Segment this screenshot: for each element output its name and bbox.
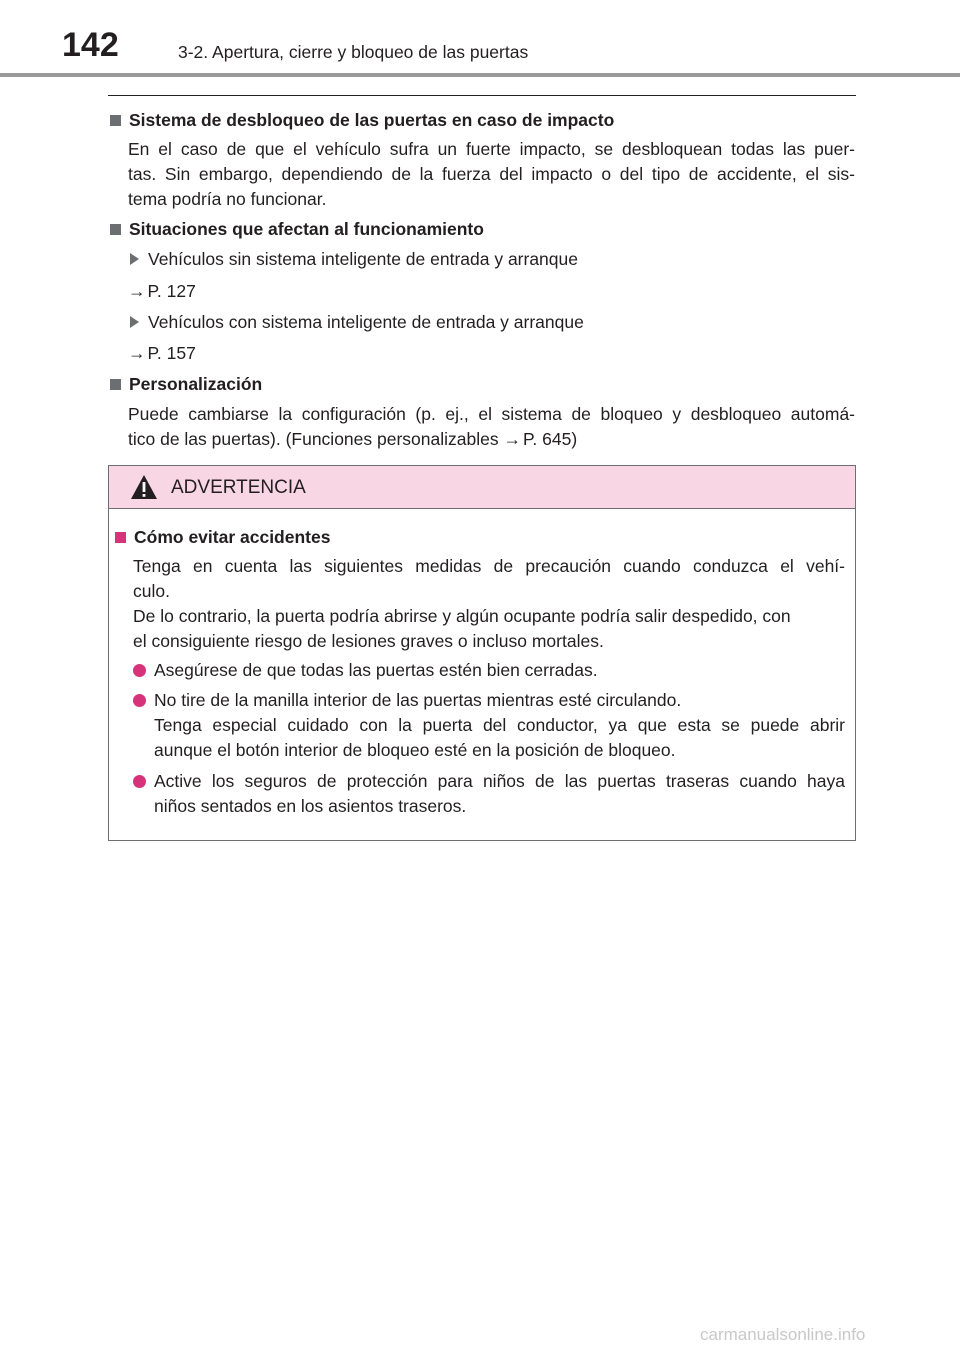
- arrow-icon: →: [128, 281, 146, 301]
- paragraph-line: En el caso de que el vehículo sufra un fuerte impacto, se desbloquean todas las puer-: [128, 139, 855, 159]
- content-rule: [108, 95, 856, 96]
- paragraph-line: tico de las puertas). (Funciones personalizables → P. 645): [128, 429, 578, 449]
- section-heading: Sistema de desbloqueo de las puertas en caso de impacto: [110, 110, 614, 131]
- warning-bullet: Active los seguros de protección para niños de las puertas traseras cuando haya: [154, 771, 845, 791]
- paragraph-line: Puede cambiarse la configuración (p. ej., el sistema de bloqueo y desbloqueo automá-: [128, 404, 855, 424]
- triangle-bullet-icon: [130, 253, 139, 265]
- arrow-icon: →: [128, 343, 146, 363]
- list-item: Vehículos con sistema inteligente de entrada y arranque: [130, 312, 584, 333]
- warning-triangle-icon: [129, 473, 159, 501]
- warning-bullet-line: aunque el botón interior de bloqueo esté en la posición de bloqueo.: [154, 740, 676, 760]
- warning-line: el consiguiente riesgo de lesiones graves o incluso mortales.: [133, 631, 604, 651]
- page-reference: → P. 157: [128, 343, 196, 363]
- warning-bullet: Asegúrese de que todas las puertas estén bien cerradas.: [154, 660, 598, 680]
- paragraph-line: tas. Sin embargo, dependiendo de la fuerza del impacto o del tipo de accidente, el sis-: [128, 164, 855, 184]
- warning-line: De lo contrario, la puerta podría abrirse y algún ocupante podría salir despedido, con: [133, 606, 791, 626]
- warning-subtitle: Cómo evitar accidentes: [115, 527, 330, 548]
- warning-header: [109, 466, 855, 509]
- bullet-dot-icon: [133, 694, 146, 707]
- section-heading: Situaciones que afectan al funcionamiento: [110, 219, 484, 240]
- section-heading: Personalización: [110, 374, 262, 395]
- page-number: 142: [62, 26, 119, 64]
- bullet-dot-icon: [133, 775, 146, 788]
- warning-bullet-line: Tenga especial cuidado con la puerta del conductor, ya que esta se puede abrir: [154, 715, 845, 735]
- square-bullet-icon: [115, 532, 126, 543]
- square-bullet-icon: [110, 115, 121, 126]
- warning-line: culo.: [133, 581, 170, 601]
- arrow-icon: →: [503, 429, 521, 449]
- page-reference: → P. 127: [128, 281, 196, 301]
- triangle-bullet-icon: [130, 316, 139, 328]
- section-title: 3-2. Apertura, cierre y bloqueo de las puertas: [178, 42, 529, 62]
- square-bullet-icon: [110, 379, 121, 390]
- list-item: Vehículos sin sistema inteligente de entrada y arranque: [130, 249, 578, 270]
- bullet-dot-icon: [133, 664, 146, 677]
- paragraph-line: tema podría no funcionar.: [128, 189, 327, 209]
- square-bullet-icon: [110, 224, 121, 235]
- warning-line: Tenga en cuenta las siguientes medidas de precaución cuando conduzca el vehí-: [133, 556, 845, 576]
- header-rule: [0, 73, 960, 77]
- warning-bullet-line: niños sentados en los asientos traseros.: [154, 796, 467, 816]
- watermark: carmanualsonline.info: [700, 1325, 866, 1344]
- warning-bullet: No tire de la manilla interior de las puertas mientras esté circulando.: [154, 690, 682, 710]
- warning-box: [108, 465, 856, 841]
- warning-title: ADVERTENCIA: [171, 477, 306, 498]
